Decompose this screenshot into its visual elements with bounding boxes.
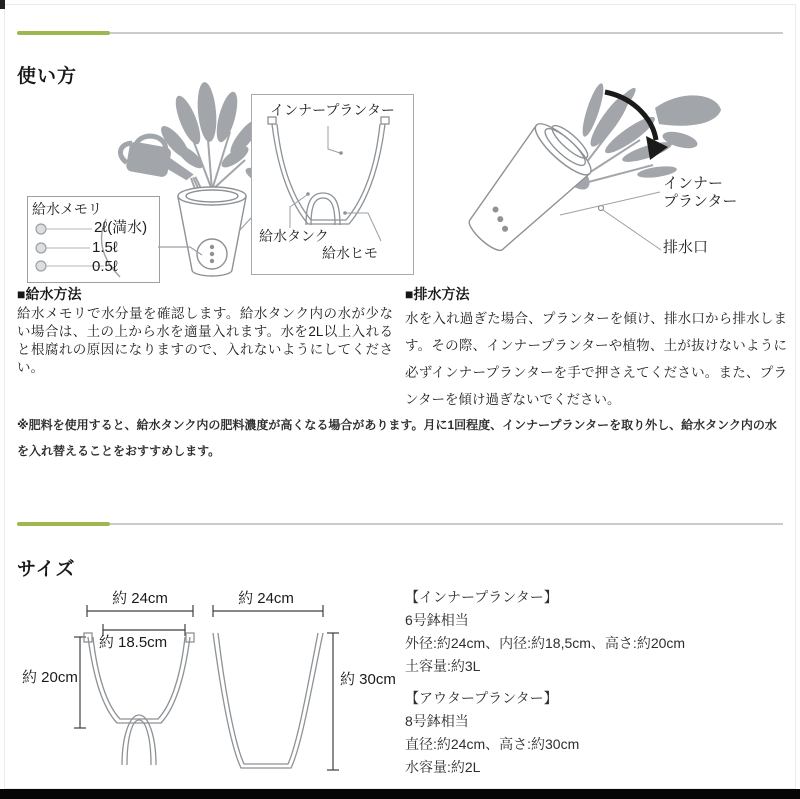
outer-height-label: 約 30cm [340, 671, 396, 688]
spec-line: 水容量:約2L [405, 759, 481, 775]
drain-outlet-label: 排水口 [663, 239, 709, 256]
inner-top-width-label: 約 24cm [112, 590, 168, 607]
draining-method-column [405, 284, 787, 413]
divider-line [110, 523, 783, 525]
divider-accent [17, 31, 110, 35]
spec-title: 【アウタープランター】 [405, 690, 558, 706]
divider-accent [17, 522, 110, 526]
divider-line [110, 32, 783, 34]
usage-section-title: 使い方 [17, 65, 78, 87]
watering-method-heading: ■給水方法 [17, 286, 82, 302]
drain-diagram-inner-label-2: プランター [663, 193, 738, 210]
inner-planter-spec [405, 586, 785, 678]
inner-height-label: 約 20cm [22, 669, 78, 686]
spec-title: 【インナープランター】 [405, 589, 558, 605]
fertilizer-note: ※肥料を使用すると、給水タンク内の肥料濃度が高くなる場合があります。月に1回程度、インナープランターを取り外し、給水タンク内の水を入れ替えることをおすすめします。 [17, 418, 777, 458]
size-section-title: サイズ [17, 558, 76, 580]
section-divider [17, 522, 783, 526]
spec-line: 8号鉢相当 [405, 713, 469, 729]
outer-top-width-label: 約 24cm [238, 590, 294, 607]
watering-method-body: 給水メモリで水分量を確認します。給水タンク内の水が少ない場合は、土の上から水を適量入れます。水を2L以上入れると根腐れの原因になりますので、入れないようにしてください。 [17, 306, 393, 375]
water-gauge-title: 給水メモリ [32, 201, 102, 217]
spec-line: 土容量:約3L [405, 658, 481, 674]
water-gauge-callout-box [27, 196, 160, 283]
outer-planter-spec [405, 687, 785, 779]
string-label: 給水ヒモ [322, 245, 378, 261]
draining-method-heading: ■排水方法 [405, 286, 470, 302]
draining-method-body: 水を入れ過ぎた場合、プランターを傾け、排水口から排水します。その際、インナープランターや植物、土が抜けないように必ずインナープランターを手で押さえてください。また、プランターを傾け過ぎないでください。 [405, 311, 787, 407]
gauge-level-full: 2ℓ(満水) [94, 219, 148, 236]
gauge-level-low: 0.5ℓ [92, 258, 118, 275]
spec-line: 6号鉢相当 [405, 612, 469, 628]
bottom-black-bar [0, 789, 800, 799]
gauge-level-mid: 1.5ℓ [92, 239, 118, 256]
section-divider [17, 31, 783, 35]
spec-line: 直径:約24cm、高さ:約30cm [405, 736, 580, 752]
spec-line: 外径:約24cm、内径:約18,5cm、高さ:約20cm [405, 635, 686, 651]
drain-diagram-inner-label-1: インナー [663, 175, 724, 192]
watering-method-column [17, 284, 393, 377]
inner-planter-title: インナープランター [270, 102, 395, 118]
inner-inner-width-label: 約 18.5cm [98, 634, 168, 651]
inner-planter-callout-box [251, 94, 414, 275]
tank-label: 給水タンク [259, 228, 329, 244]
corner-artifact [0, 0, 5, 9]
size-specs [405, 586, 785, 788]
